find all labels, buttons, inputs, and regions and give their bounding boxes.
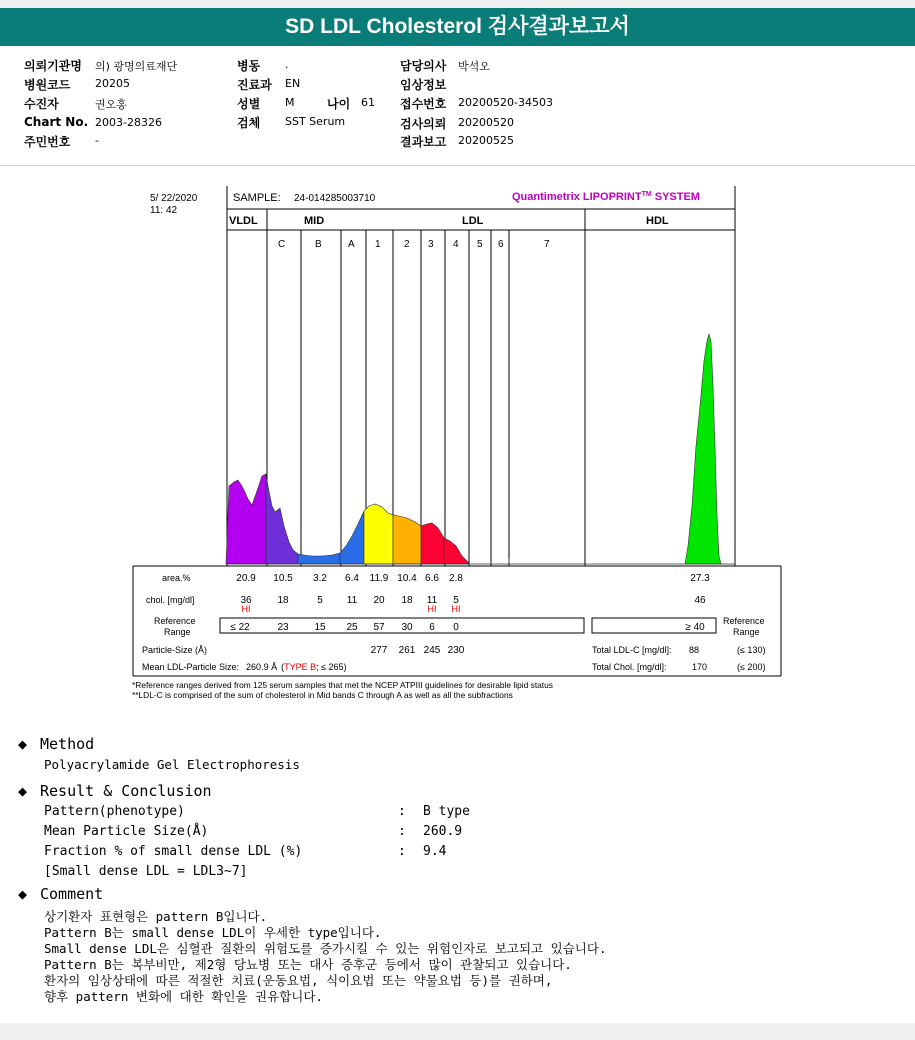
area-value: 6.4 <box>345 573 359 584</box>
electrophoresis-trace <box>226 334 735 564</box>
size-label: Mean Particle Size(Å) <box>44 824 209 839</box>
pattern-label: Pattern(phenotype) <box>44 804 185 819</box>
particle-size-value: 245 <box>423 645 441 656</box>
band-label-5: 5 <box>477 239 483 250</box>
footnote-2: **LDL-C is comprised of the sum of cholesterol in Mid bands C through A as well as all the subfractions <box>132 690 513 700</box>
diamond-bullet-icon: ◆ <box>18 782 28 800</box>
sex-value: M <box>285 96 295 109</box>
chol-value: 18 <box>401 595 413 606</box>
institution-value: 의) 광명의료재단 <box>95 60 178 73</box>
chol-row-label: chol. [mg/dl] <box>146 595 195 605</box>
trace-band-mid-c <box>266 474 298 564</box>
examinee-value: 권오홍 <box>95 98 127 111</box>
particle-size-value: 261 <box>398 645 416 656</box>
clinical-info-label: 임상정보 <box>400 78 447 92</box>
brand-name <box>512 191 700 203</box>
size-sep: : <box>398 824 406 839</box>
value-table <box>230 573 710 656</box>
band-separators <box>267 209 585 566</box>
band-label-1: 1 <box>375 239 381 250</box>
hi-flag: HI <box>241 604 251 614</box>
mean-ldl-separator: ; <box>316 662 322 672</box>
comment-heading-text: Comment <box>40 885 104 903</box>
vldl-header: VLDL <box>229 215 258 227</box>
ref-range-value: 23 <box>277 622 289 633</box>
fraction-value: 9.4 <box>423 844 447 859</box>
request-date-value: 20200520 <box>458 116 514 129</box>
chol-value: 11 <box>346 595 358 606</box>
fraction-sep: : <box>398 844 406 859</box>
result-note: [Small dense LDL = LDL3~7] <box>44 864 248 879</box>
chart-no-label: Chart No. <box>24 115 89 129</box>
area-row-label: area.% <box>162 573 191 583</box>
comment-heading <box>18 885 103 903</box>
mean-ldl-open-paren: ( <box>281 662 285 672</box>
result-heading-text: Result & Conclusion <box>40 782 212 800</box>
lipoprint-chart <box>132 186 782 701</box>
ref-range-value: 25 <box>346 622 358 633</box>
band-label-4: 4 <box>453 239 459 250</box>
comment-line: 환자의 임상상태에 따른 적절한 치료(운동요법, 식이요법 또는 약물요법 등)를 권하며, <box>44 973 553 988</box>
comment-line: Small dense LDL은 심혈관 질환의 위험도를 증가시킬 수 있는 위험인자로 보고되고 있습니다. <box>44 941 607 956</box>
mid-header: MID <box>304 215 325 227</box>
area-value: 10.5 <box>273 573 293 584</box>
chol-value: 5 <box>317 595 323 606</box>
comment-line: 향후 pattern 변화에 대한 확인을 권유합니다. <box>44 989 323 1004</box>
mean-ldl-value: 260.9 Å <box>246 662 278 672</box>
brand-tm: TM <box>641 191 652 198</box>
examinee-label: 수진자 <box>24 97 59 111</box>
band-label-b: B <box>315 239 322 250</box>
chol-value: 5 <box>453 595 459 606</box>
ward-label: 병동 <box>237 59 261 73</box>
resident-no-label: 주민번호 <box>24 135 71 149</box>
area-value: 2.8 <box>449 573 463 584</box>
specimen-value: SST Serum <box>285 115 346 128</box>
ref-row-label-right-1: Reference <box>723 616 765 626</box>
department-value: EN <box>285 77 301 90</box>
chol-value: 20 <box>373 595 385 606</box>
trace-band-ldl2 <box>393 515 421 564</box>
report-date-label: 결과보고 <box>400 135 447 149</box>
ref-range-value: 0 <box>453 622 459 633</box>
trace-band-mid-b <box>298 553 340 564</box>
area-value: 3.2 <box>313 573 327 584</box>
mean-ldl-close-paren: ) <box>343 662 347 672</box>
hospital-code-value: 20205 <box>95 77 130 90</box>
area-value: 11.9 <box>369 573 389 584</box>
resident-no-value: - <box>95 134 99 147</box>
size-value: 260.9 <box>423 824 463 839</box>
comment-line: Pattern B는 복부비만, 제2형 당뇨병 또는 대사 증후군 등에서 많이 관찰되고 있습니다. <box>44 957 572 972</box>
doctor-value: 박석오 <box>458 60 490 73</box>
specimen-label: 검체 <box>237 116 261 130</box>
mean-ldl-label-text: Mean LDL-Particle Size: <box>142 662 240 672</box>
chol-value: 11 <box>426 595 438 606</box>
age-label: 나이 <box>327 97 351 111</box>
accession-value: 20200520-34503 <box>458 96 553 109</box>
band-label-6: 6 <box>498 239 504 250</box>
ref-range-value: ≤ 22 <box>230 622 250 633</box>
particle-size-value: 277 <box>370 645 388 656</box>
chol-value: 36 <box>240 595 252 606</box>
accession-label: 접수번호 <box>400 97 447 111</box>
area-value: 10.4 <box>397 573 417 584</box>
hdl-header: HDL <box>646 215 669 227</box>
ref-range-value: ≥ 40 <box>685 622 705 633</box>
total-chol-label: Total Chol. [mg/dl]: <box>592 662 667 672</box>
patient-info-panel <box>0 46 915 166</box>
band-label-a: A <box>348 239 355 250</box>
total-ldl-value: 88 <box>689 645 700 655</box>
total-chol-ref: (≤ 200) <box>737 662 766 672</box>
ref-row-label-1: Reference <box>154 616 196 626</box>
sample-label: SAMPLE: <box>233 192 281 204</box>
method-heading-text: Method <box>40 735 95 753</box>
fraction-label: Fraction % of small dense LDL (%) <box>44 844 303 859</box>
chol-value: 46 <box>694 595 706 606</box>
method-text: Polyacrylamide Gel Electrophoresis <box>44 757 300 772</box>
particle-size-value: 230 <box>447 645 465 656</box>
diamond-bullet-icon: ◆ <box>18 885 28 903</box>
footnote-1: *Reference ranges derived from 125 serum samples that met the NCEP ATPIII guidelines for desirable lipid status <box>132 680 553 690</box>
hi-flag: HI <box>451 604 461 614</box>
brand-text: Quantimetrix LIPOPRINT <box>512 191 642 203</box>
diamond-bullet-icon: ◆ <box>18 735 28 753</box>
trace-band-ldl1 <box>364 504 393 564</box>
trace-band-vldl <box>226 474 266 564</box>
request-date-label: 검사의뢰 <box>400 117 447 131</box>
pattern-sep: : <box>398 804 406 819</box>
chart-date: 5/ 22/2020 <box>150 193 198 204</box>
department-label: 진료과 <box>237 78 272 92</box>
ref-range-value: 15 <box>314 622 326 633</box>
band-label-c: C <box>278 239 286 250</box>
trace-band-ldl4 <box>444 538 468 564</box>
band-label-2: 2 <box>404 239 410 250</box>
ref-row-label-2: Range <box>164 627 191 637</box>
method-heading <box>18 735 94 753</box>
trace-band-mid-a <box>340 511 364 564</box>
mean-ldl-label <box>142 662 347 672</box>
institution-label: 의뢰기관명 <box>24 59 82 73</box>
band-label-7: 7 <box>544 239 550 250</box>
ref-range-value: 6 <box>429 622 435 633</box>
area-value: 6.6 <box>425 573 439 584</box>
sex-label: 성별 <box>237 97 261 111</box>
ward-value: . <box>285 58 289 71</box>
mean-ldl-type: TYPE B <box>284 662 317 672</box>
ref-range-value: 30 <box>401 622 413 633</box>
area-value: 27.3 <box>690 573 710 584</box>
sample-id: 24-014285003710 <box>294 193 376 204</box>
mean-ldl-ref: ≤ 265 <box>321 662 344 672</box>
band-label-3: 3 <box>428 239 434 250</box>
total-ldl-ref: (≤ 130) <box>737 645 766 655</box>
report-date-value: 20200525 <box>458 134 514 147</box>
chol-value: 18 <box>277 595 289 606</box>
ref-range-value: 57 <box>373 622 385 633</box>
report-title: SD LDL Cholesterol 검사결과보고서 <box>0 8 915 46</box>
result-heading <box>18 782 212 800</box>
area-value: 20.9 <box>236 573 256 584</box>
brand-system: SYSTEM <box>651 191 700 203</box>
total-ldl-label: Total LDL-C [mg/dl]: <box>592 645 672 655</box>
hi-flag: HI <box>427 604 437 614</box>
pattern-value: B type <box>423 804 470 819</box>
age-value: 61 <box>361 96 375 109</box>
trace-band-ldl3 <box>421 523 444 564</box>
chart-no-value: 2003-28326 <box>95 116 162 129</box>
ldl-header: LDL <box>462 215 484 227</box>
total-chol-value: 170 <box>692 662 708 672</box>
doctor-label: 담당의사 <box>400 59 447 73</box>
particle-size-label: Particle-Size (Å) <box>142 645 208 655</box>
trace-band-hdl <box>685 334 721 564</box>
comment-line: Pattern B는 small dense LDL이 우세한 type입니다. <box>44 925 382 940</box>
comment-line: 상기환자 표현형은 pattern B입니다. <box>44 909 268 924</box>
chart-time: 11: 42 <box>150 205 178 216</box>
ref-row-label-right-2: Range <box>733 627 760 637</box>
hospital-code-label: 병원코드 <box>24 78 71 92</box>
